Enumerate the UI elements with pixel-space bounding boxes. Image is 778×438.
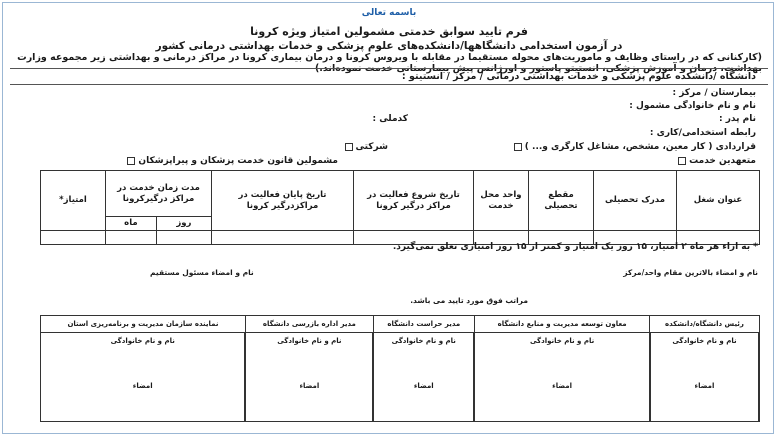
name-label: نام و نام خانوادگی [277,337,342,345]
service-table [40,170,760,245]
approval-table [40,315,760,422]
approval-cell[interactable] [373,333,474,422]
sign-label: امضاء [694,382,715,390]
top-manager-sign-label: نام و امضاء بالاترین مقام واحد/مرکز [623,268,758,277]
approval-col-title: مدیر حراست دانشگاه [373,316,474,333]
cell-month[interactable] [106,231,157,245]
sign-label: امضاء [299,382,320,390]
approval-col-title: مدیر اداره بازرسی دانشگاه [245,316,373,333]
university-line: دانشگاه /دانشکده علوم پزشکی و خدمات بهداشتی درمانی / مرکز / انستیتو : [401,71,756,82]
approval-col-title: نماینده سازمان مدیریت و برنامه‌ریزی استان [41,316,246,333]
name-label: نام و نام خانوادگی [110,337,175,345]
cell-day[interactable] [156,231,211,245]
score-note: * به ازاء هر ماه ۲ امتیاز، ۱۵ روز یک امتیاز و کمتر از ۱۵ روز امتیازی تعلق نمی‌گیرد. [392,242,758,252]
committed-checkbox[interactable] [678,157,686,165]
header-job-title: عنوان شغل [677,171,760,231]
employment-relation-field: رابطه استخدامی/کاری : [649,128,756,138]
form-description: (کارکنانی که در راستای وظایف و ماموریت‌های محوله مستقیما در مقابله با ویروس کرونا و درمان بیماری کرونا در مراکز درمانی و بهداشتی زیر مجموعه وزارت بهداشت، درمان و آموزش پزشکی، انستیتو پاستور و اورژانس پیش بیمارستانی خدمت نموده‌اند.) [17,52,762,74]
company-checkbox[interactable] [345,143,353,151]
contract-checkbox[interactable] [514,143,522,151]
header-score: امتیاز* [41,171,106,231]
header-month: ماه [106,217,157,231]
bismillah-heading: باسمه تعالی [361,8,417,18]
sign-label: امضاء [552,382,573,390]
father-name-field[interactable]: نام پدر : [719,114,756,124]
approval-cell[interactable] [474,333,650,422]
contract-option[interactable] [511,142,756,152]
name-label: نام و نام خانوادگی [529,337,595,345]
name-label: نام و نام خانوادگی [672,337,737,345]
direct-supervisor-sign-label: نام و امضاء مسئول مستقیم [150,268,254,277]
company-label: شرکتی [355,142,388,152]
form-title: فرم تایید سوابق خدمتی مشمولین امتیاز ویژه کرونا [250,25,528,38]
committed-label: متعهدین خدمت [689,156,756,166]
name-label: نام و نام خانوادگی [391,337,456,345]
confirmation-text: مراتب فوق مورد تایید می باشد. [410,296,528,305]
form-subtitle: در آزمون استخدامی دانشگاهها/دانشکده‌های علوم پزشکی و خدمات بهداشتی درمانی کشور [155,40,623,52]
header-duration: مدت زمان خدمت در مراکز درگیرکرونا [106,171,212,217]
contract-label: قراردادی ( کار معین، مشخص، مشاغل کارگری و... ) [524,142,756,152]
header-day: روز [156,217,211,231]
national-code-field[interactable]: کدملی : [372,114,408,124]
company-option[interactable] [342,142,388,152]
sign-label: امضاء [132,382,153,390]
cell-score[interactable] [41,231,106,245]
approval-cell[interactable] [650,333,759,422]
divider [10,84,768,85]
law-subject-label: مشمولین قانون خدمت پزشکان و پیراپزشکان [138,156,338,166]
header-unit: واحد محل خدمت [474,171,529,231]
law-subject-option[interactable] [124,156,338,166]
law-subject-checkbox[interactable] [127,157,135,165]
approval-cell[interactable] [41,333,246,422]
cell-end-date[interactable] [212,231,354,245]
header-end-date: تاریخ پایان فعالیت در مراکزدرگیر کرونا [212,171,354,231]
approval-cell[interactable] [245,333,373,422]
name-field[interactable]: نام و نام خانوادگی مشمول : [629,101,756,111]
divider [10,68,768,69]
header-degree: مدرک تحصیلی [594,171,677,231]
header-level: مقطع تحصیلی [529,171,594,231]
hospital-field[interactable]: بیمارستان / مرکز : [672,88,756,98]
committed-option[interactable] [675,156,756,166]
header-start-date: تاریخ شروع فعالیت در مراکز درگیر کرونا [354,171,474,231]
approval-col-title: رئیس دانشگاه/دانشکده [650,316,759,333]
sign-label: امضاء [413,382,434,390]
approval-col-title: معاون توسعه مدیریت و منابع دانشگاه [474,316,650,333]
